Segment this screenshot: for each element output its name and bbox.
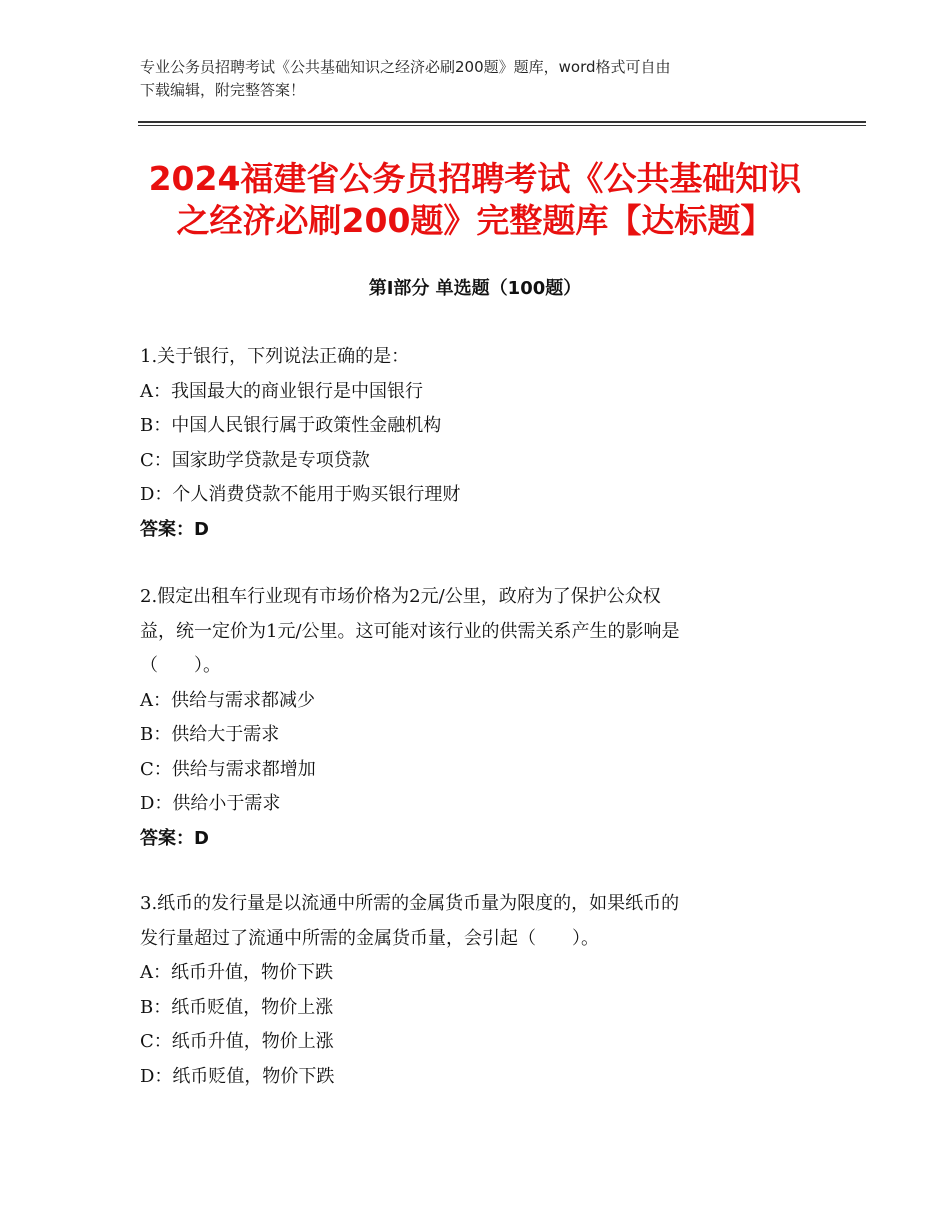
option-c: C：供给与需求都增加 [140, 758, 316, 780]
header-divider-thick [138, 121, 866, 123]
question-stem: 2.假定出租车行业现有市场价格为2元/公里，政府为了保护公众权 [140, 586, 661, 607]
option-d: D：供给小于需求 [140, 793, 281, 814]
option-a: A：我国最大的商业银行是中国银行 [140, 380, 423, 402]
option-b: B：供给大于需求 [140, 724, 280, 745]
option-c: C：纸币升值，物价上涨 [140, 1031, 334, 1052]
answer: 答案：D [140, 518, 209, 540]
option-a: A：纸币升值，物价下跌 [140, 962, 333, 983]
header-divider-thin [138, 125, 866, 126]
option-c: C：国家助学贷款是专项贷款 [140, 449, 370, 471]
answer: 答案：D [140, 827, 209, 849]
document-title [60, 158, 890, 242]
option-b: B：纸币贬值，物价上涨 [140, 996, 334, 1018]
question-stem: 益，统一定价为1元/公里。这可能对该行业的供需关系产生的影响是 [140, 620, 680, 642]
question-stem: 发行量超过了流通中所需的金属货币量，会引起（ ）。 [140, 927, 599, 949]
section-heading: 第Ⅰ部分 单选题（100题） [368, 278, 582, 299]
question-stem: 1.关于银行，下列说法正确的是： [140, 346, 410, 367]
option-d: D：个人消费贷款不能用于购买银行理财 [140, 484, 461, 505]
option-b: B：中国人民银行属于政策性金融机构 [140, 415, 442, 436]
question-stem: （ ）。 [140, 655, 221, 676]
question-3 [140, 887, 805, 1094]
question-2 [140, 580, 805, 856]
title-line: 之经济必刷200题》完整题库【达标题】 [176, 201, 774, 240]
title-line: 2024福建省公务员招聘考试《公共基础知识 [148, 159, 802, 198]
option-a: A：供给与需求都减少 [140, 689, 315, 711]
header-note-line: 专业公务员招聘考试《公共基础知识之经济必刷200题》题库，word格式可自由 [140, 58, 671, 76]
question-stem: 3.纸币的发行量是以流通中所需的金属货币量为限度的，如果纸币的 [140, 893, 680, 914]
header-note-line: 下载编辑，附完整答案！ [140, 81, 306, 99]
header-note [140, 56, 810, 102]
question-1 [140, 340, 805, 547]
option-d: D：纸币贬值，物价下跌 [140, 1065, 335, 1087]
